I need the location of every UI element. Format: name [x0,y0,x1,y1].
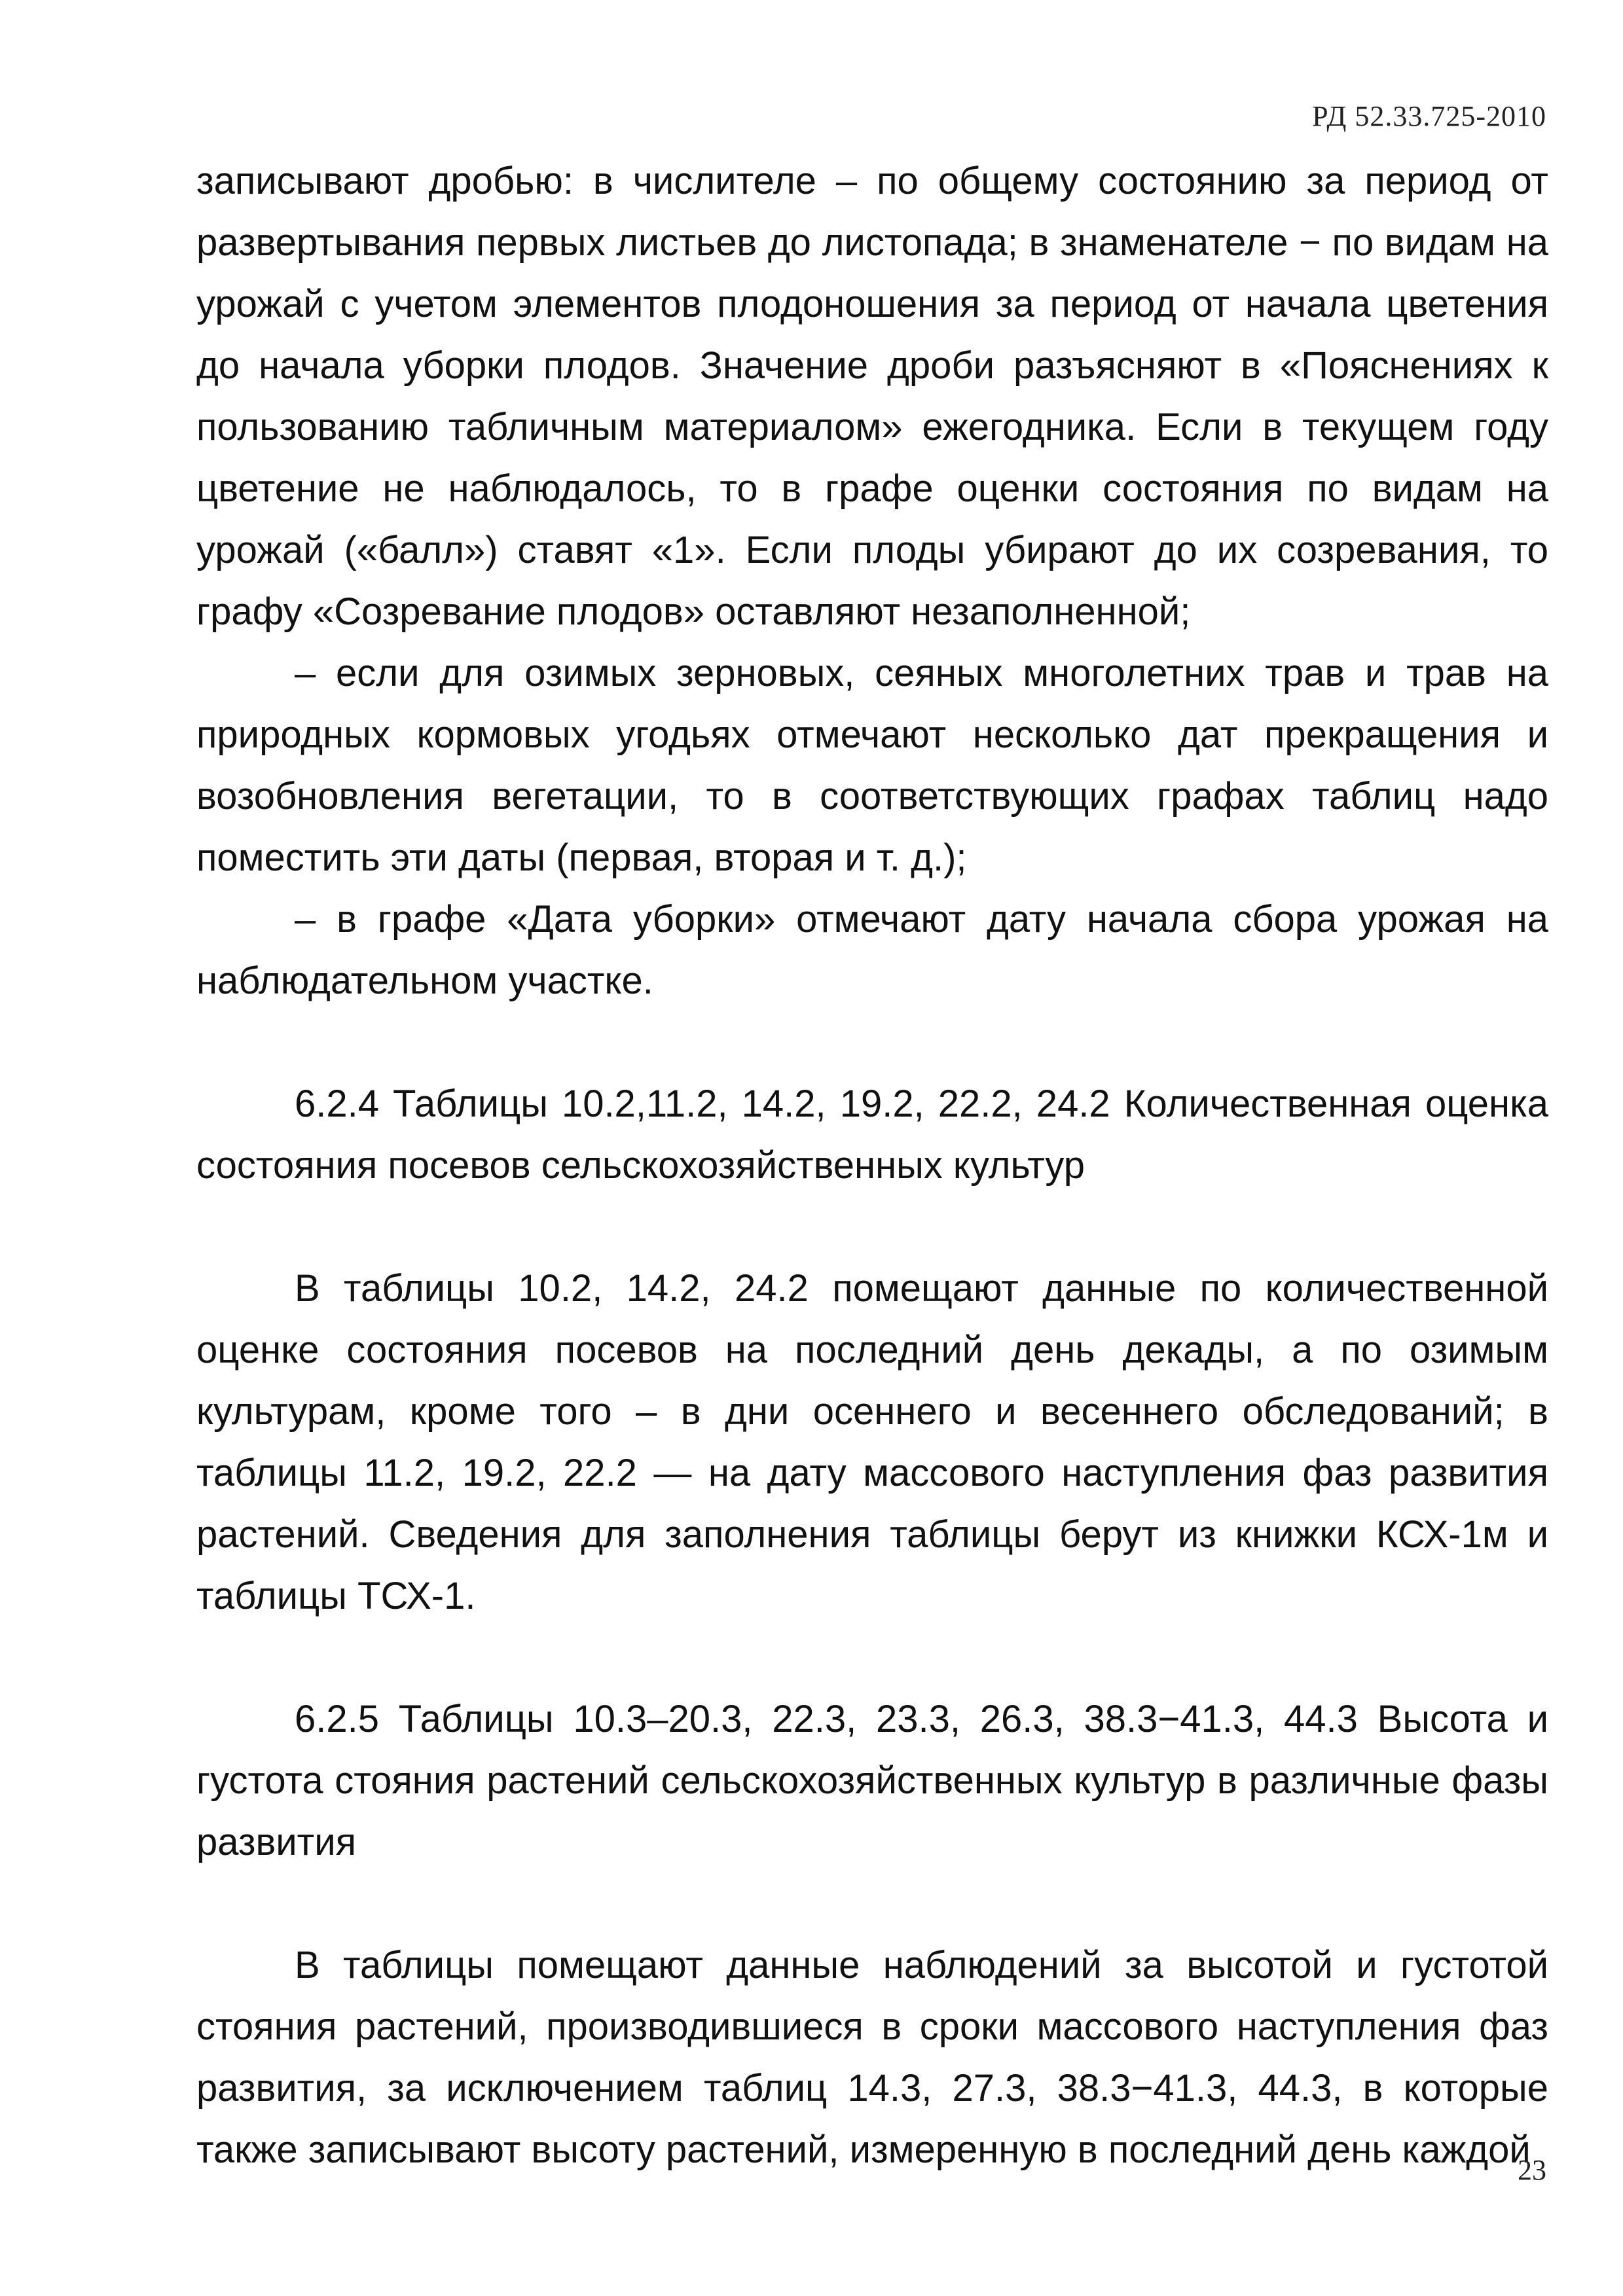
paragraph-harvest-date: – в графе «Дата уборки» отмечают дату начала сбора урожая на наблюдательном участке. [196,898,1548,1002]
paragraph-vegetation-dates: – если для озимых зерновых, сеяных многолетних трав и трав на природных кормовых угодьях отмечают несколько дат прекращения и возобновления вегетации, то в соответствующих графах таблиц надо поместить эти даты (первая, вторая и т. д.); [196,652,1548,879]
page-number: 23 [1518,2154,1546,2186]
document-body [196,151,1548,2181]
document-code: РД 52.33.725-2010 [1312,100,1546,132]
section-heading-6-2-4: 6.2.4 Таблицы 10.2,11.2, 14.2, 19.2, 22.2, 24.2 Количественная оценка состояния посевов сельскохозяйственных культур [196,1083,1548,1187]
paragraph-quantitative-assessment: В таблицы 10.2, 14.2, 24.2 помещают данные по количественной оценке состояния посевов на последний день декады, а по озимым культурам, кроме того – в дни осеннего и весеннего обследований; в таблицы 11.2, 19.2, 22.2 — на дату массового наступления фаз развития растений. Сведения для заполнения таблицы берут из книжки КСХ-1м и таблицы ТСХ-1. [196,1267,1548,1617]
section-heading-6-2-5: 6.2.5 Таблицы 10.3–20.3, 22.3, 23.3, 26.3, 38.3−41.3, 44.3 Высота и густота стояния растений сельскохозяйственных культур в различные фазы развития [196,1698,1548,1863]
paragraph-fraction-recording: записывают дробью: в числителе – по общему состоянию за период от развертывания первых листьев до листопада; в знаменателе − по видам на урожай с учетом элементов плодоношения за период от начала цветения до начала уборки плодов. Значение дроби разъясняют в «Пояснениях к пользованию табличным материалом» ежегодника. Если в текущем году цветение не наблюдалось, то в графе оценки состояния по видам на урожай («балл») ставят «1». Если плоды убирают до их созревания, то графу «Созревание плодов» оставляют незаполненной; [196,160,1548,633]
paragraph-height-density: В таблицы помещают данные наблюдений за высотой и густотой стояния растений, производившиеся в сроки массового наступления фаз развития, за исключением таблиц 14.3, 27.3, 38.3−41.3, 44.3, в которые также записывают высоту растений, измеренную в последний день каждой [196,1944,1548,2171]
